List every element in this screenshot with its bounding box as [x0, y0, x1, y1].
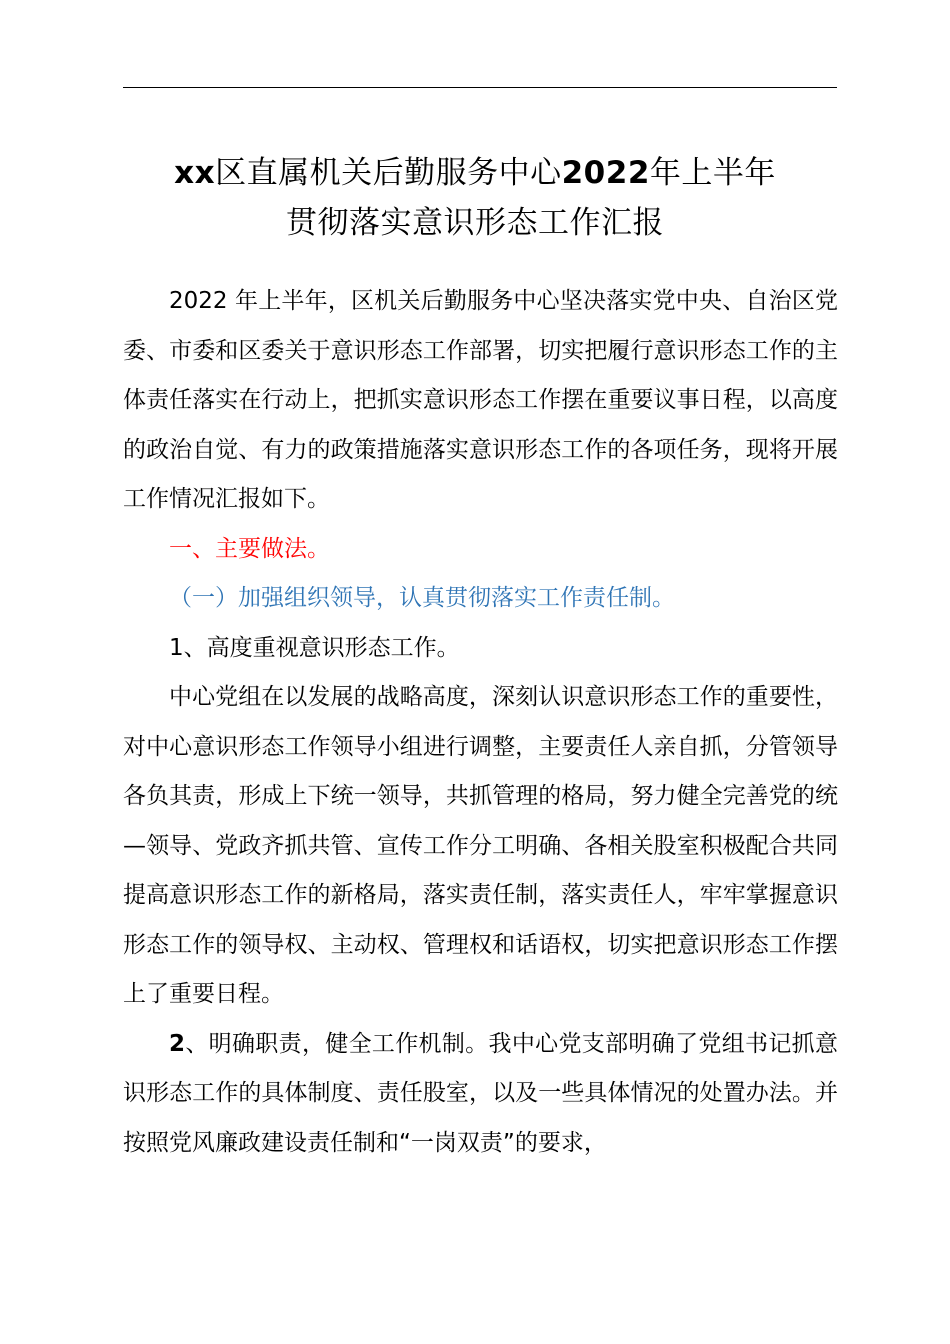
item-2-paragraph	[123, 1020, 838, 1169]
header-rule	[123, 87, 837, 88]
subsection-heading-organization: （一）加强组织领导，认真贯彻落实工作责任制。	[169, 585, 675, 611]
item-1-title: 1、高度重视意识形态工作。	[169, 634, 460, 661]
title-line-1: xx区直属机关后勤服务中心2022年上半年	[174, 155, 776, 191]
title-line-2: 贯彻落实意识形态工作汇报	[286, 205, 664, 241]
item-2-number: 2	[169, 1030, 186, 1057]
document-title	[100, 148, 850, 248]
item-2-body: 、明确职责，健全工作机制。我中心党支部明确了党组书记抓意识形态工作的具体制度、责任股室，以及一些具体情况的处置办法。并按照党风廉政建设责任制和“一岗双责”的要求，	[123, 1030, 838, 1156]
section-heading-main-practices: 一、主要做法。	[169, 535, 330, 562]
intro-paragraph: 2022 年上半年，区机关后勤服务中心坚决落实党中央、自治区党委、市委和区委关于意识形态工作部署，切实把履行意识形态工作的主体责任落实在行动上，把抓实意识形态工作摆在重要议事日程，以高度的政治自觉、有力的政策措施落实意识形态工作的各项任务，现将开展工作情况汇报如下。	[123, 288, 838, 512]
item-1-body: 中心党组在以发展的战略高度，深刻认识意识形态工作的重要性，对中心意识形态工作领导小组进行调整，主要责任人亲自抓，分管领导各负其责，形成上下统一领导，共抓管理的格局，努力健全完善党的统—领导、党政齐抓共管、宣传工作分工明确、各相关股室积极配合共同提高意识形态工作的新格局，落实责任制，落实责任人，牢牢掌握意识形态工作的领导权、主动权、管理权和话语权，切实把意识形态工作摆上了重要日程。	[123, 684, 838, 1007]
document-body	[123, 277, 838, 1168]
